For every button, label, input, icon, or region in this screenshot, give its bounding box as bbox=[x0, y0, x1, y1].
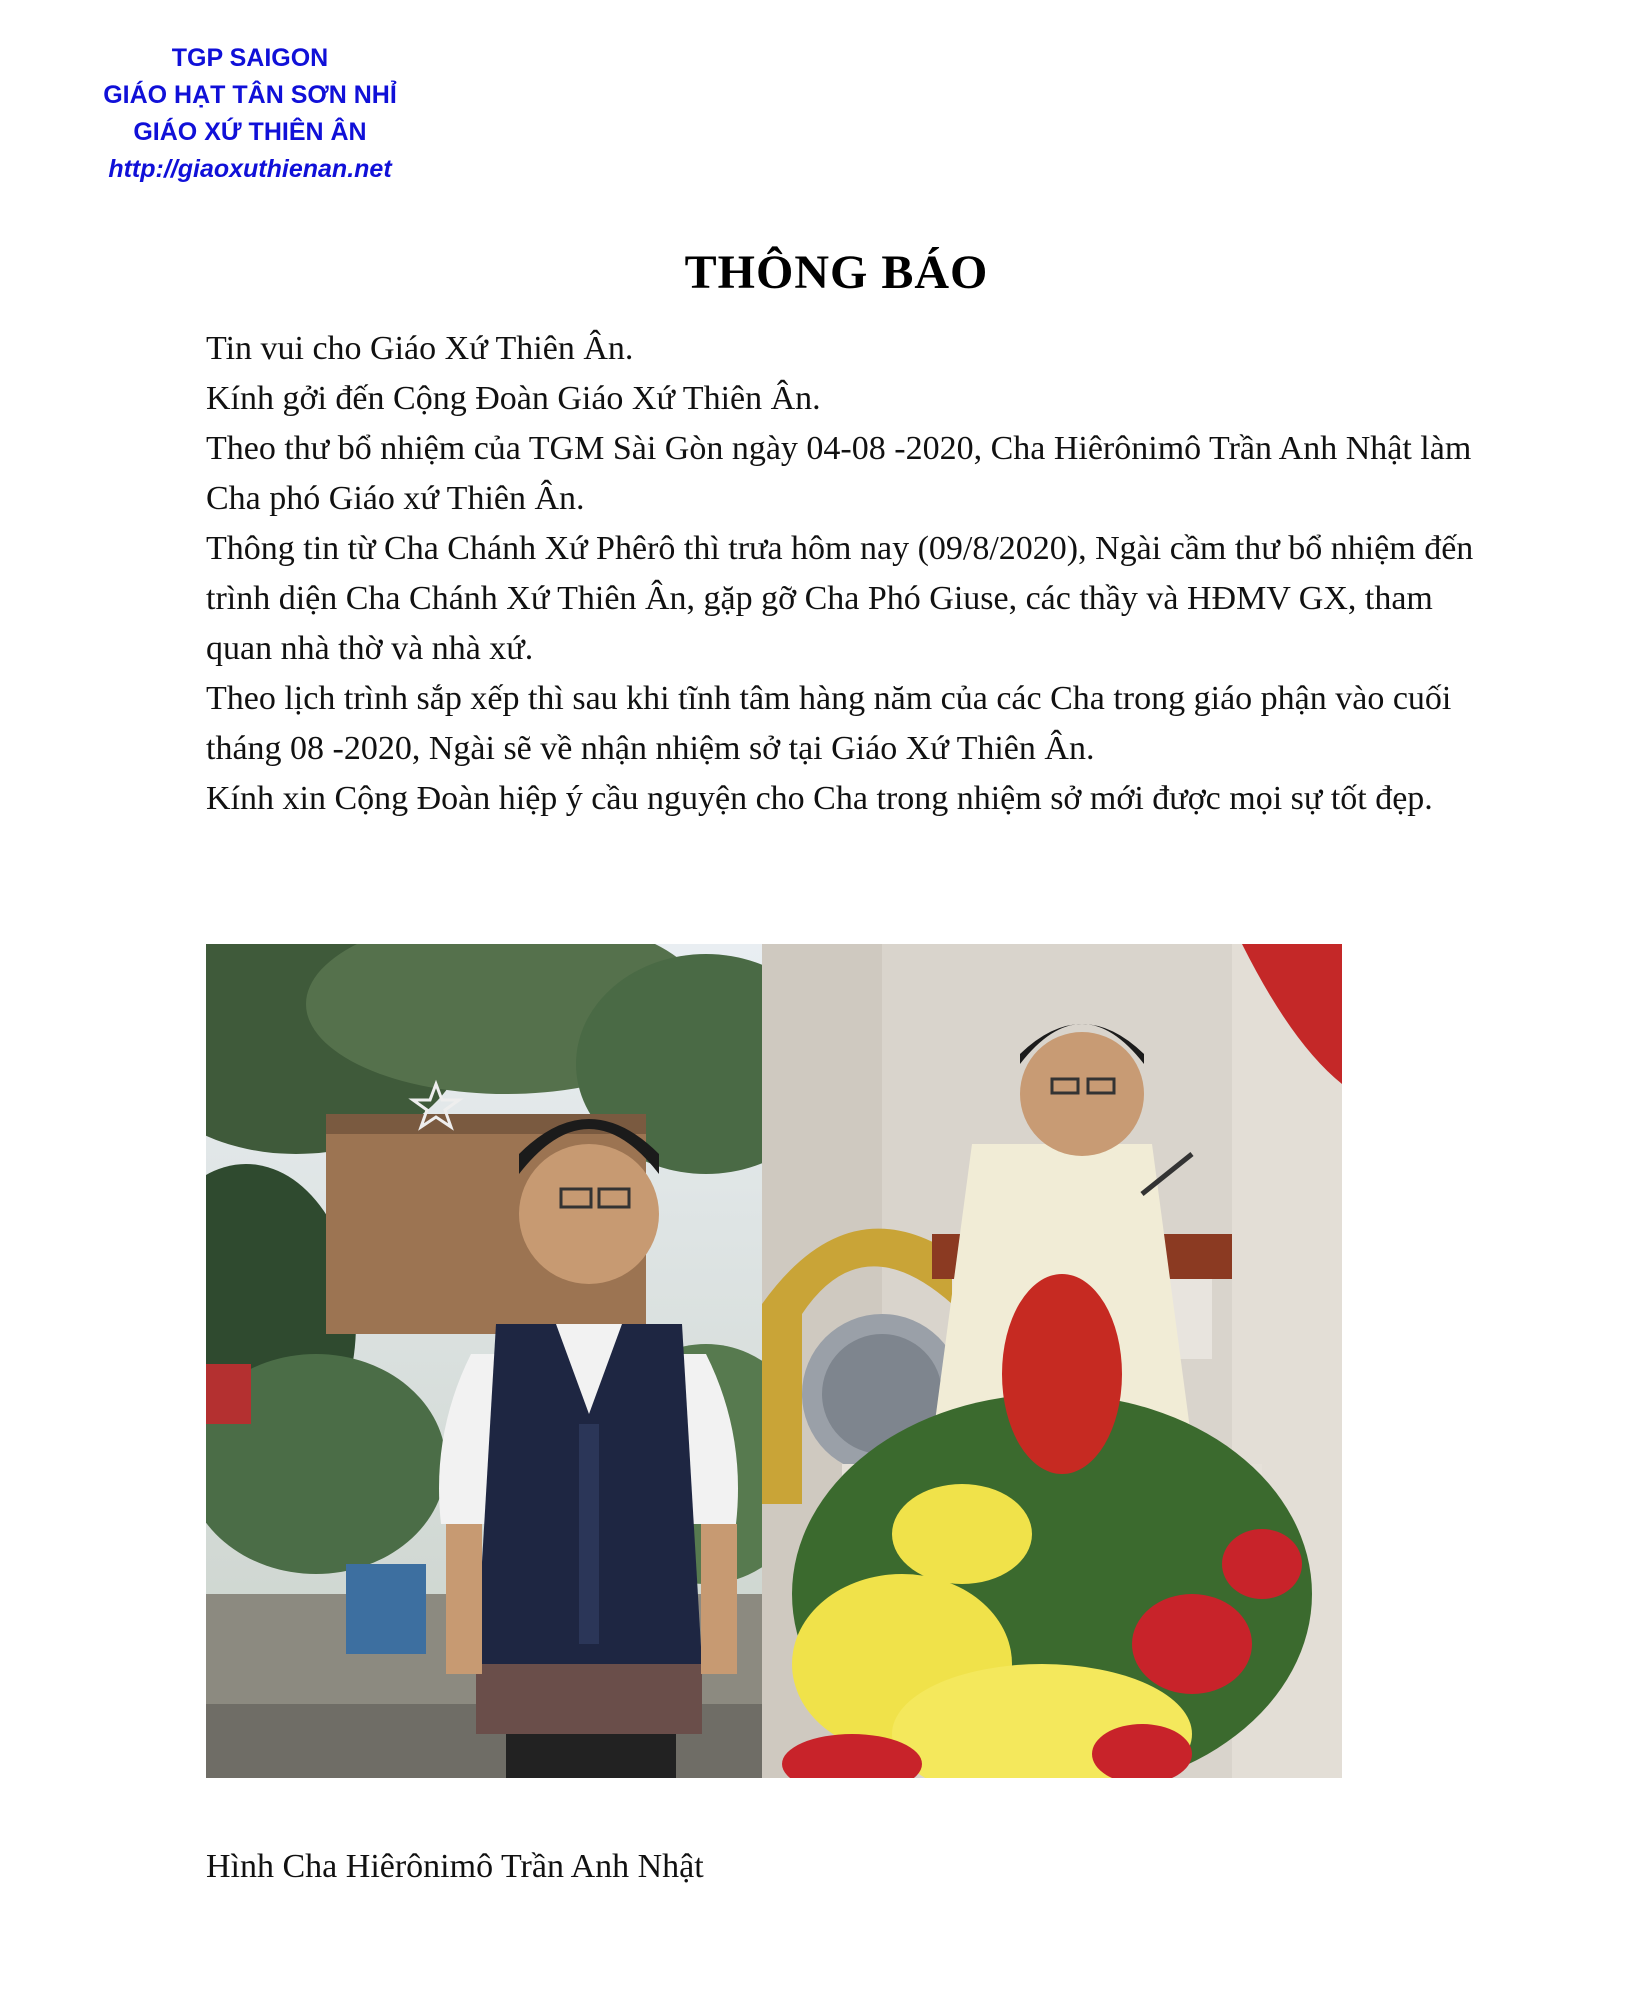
deanery-label: GIÁO HẠT TÂN SƠN NHỈ bbox=[103, 81, 397, 109]
photo-caption: Hình Cha Hiêrônimô Trần Anh Nhật bbox=[206, 1848, 704, 1885]
paragraph: Thông tin từ Cha Chánh Xứ Phêrô thì trưa hôm nay (09/8/2020), Ngài cầm thư bổ nhiệm đến trình diện Cha Chánh Xứ Thiên Ân, gặp gỡ Cha Phó Giuse, các thầy và HĐMV GX, tham quan nhà thờ và nhà xứ. bbox=[206, 530, 1474, 667]
paragraph: Kính xin Cộng Đoàn hiệp ý cầu nguyện cho Cha trong nhiệm sở mới được mọi sự tốt đẹp. bbox=[206, 780, 1433, 817]
parish-label: GIÁO XỨ THIÊN ÂN bbox=[133, 118, 367, 146]
archdiocese-label: TGP SAIGON bbox=[171, 44, 329, 72]
announcement-body bbox=[206, 324, 1476, 824]
parish-website-link[interactable]: http://giaoxuthienan.net bbox=[108, 155, 392, 183]
photo-pair bbox=[206, 944, 1342, 1778]
priest-outdoor-photo bbox=[206, 944, 762, 1778]
paragraph: Theo lịch trình sắp xếp thì sau khi tĩnh tâm hàng năm của các Cha trong giáo phận vào cuối tháng 08 -2020, Ngài sẽ về nhận nhiệm sở tại Giáo Xứ Thiên Ân. bbox=[206, 680, 1452, 767]
paragraph: Theo thư bổ nhiệm của TGM Sài Gòn ngày 04-08 -2020, Cha Hiêrônimô Trần Anh Nhật làm Cha phó Giáo xứ Thiên Ân. bbox=[206, 430, 1472, 517]
priest-at-altar-photo bbox=[762, 944, 1342, 1778]
paragraph: Tin vui cho Giáo Xứ Thiên Ân. bbox=[206, 330, 634, 367]
page-title: THÔNG BÁO bbox=[684, 246, 989, 299]
paragraph: Kính gởi đến Cộng Đoàn Giáo Xứ Thiên Ân. bbox=[206, 380, 821, 417]
parish-header bbox=[40, 40, 460, 188]
